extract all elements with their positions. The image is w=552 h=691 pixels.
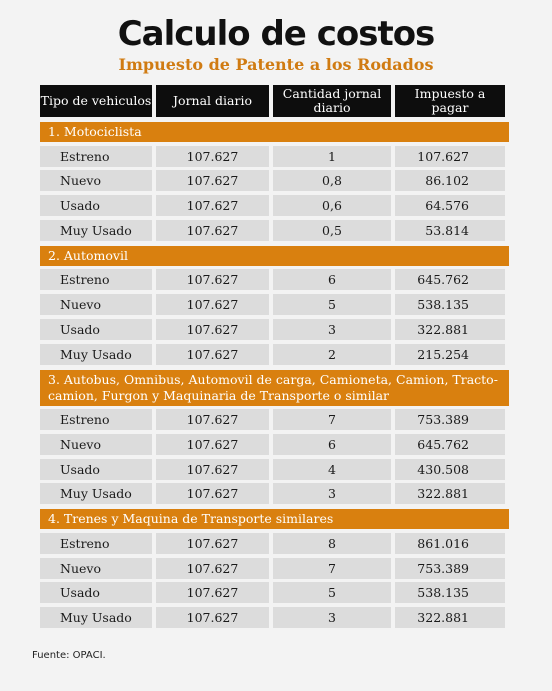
header-impuesto: Impuesto a pagar — [395, 85, 505, 117]
cell-tipo: Usado — [40, 195, 152, 216]
cell-cantidad: 3 — [273, 319, 391, 340]
cell-cantidad: 7 — [273, 558, 391, 579]
table-row — [40, 558, 509, 579]
cell-cantidad: 3 — [273, 483, 391, 504]
cell-cantidad: 6 — [273, 269, 391, 290]
cell-impuesto: 53.814 — [395, 220, 505, 241]
cell-impuesto: 322.881 — [395, 319, 505, 340]
cell-cantidad: 5 — [273, 582, 391, 603]
cell-jornal: 107.627 — [156, 170, 269, 191]
cell-impuesto: 645.762 — [395, 269, 505, 290]
table-row — [40, 483, 509, 504]
cell-tipo: Muy Usado — [40, 483, 152, 504]
section-header-motociclista: 1. Motociclista — [40, 122, 509, 142]
cell-jornal: 107.627 — [156, 319, 269, 340]
section-header-automovil: 2. Automovil — [40, 246, 509, 266]
cell-jornal: 107.627 — [156, 582, 269, 603]
table-header — [40, 85, 509, 117]
cell-cantidad: 0,8 — [273, 170, 391, 191]
section-header-autobus: 3. Autobus, Omnibus, Automovil de carga, Camioneta, Camion, Tracto-camion, Furgon y Maquinaria de Transporte o similar — [40, 370, 509, 406]
cell-jornal: 107.627 — [156, 344, 269, 365]
cell-cantidad: 1 — [273, 146, 391, 167]
cell-impuesto: 753.389 — [395, 558, 505, 579]
cell-jornal: 107.627 — [156, 434, 269, 455]
table-row — [40, 434, 509, 455]
header-jornal: Jornal diario — [156, 85, 269, 117]
cell-jornal: 107.627 — [156, 294, 269, 315]
cell-jornal: 107.627 — [156, 146, 269, 167]
cell-impuesto: 86.102 — [395, 170, 505, 191]
cell-impuesto: 215.254 — [395, 344, 505, 365]
section-rows — [40, 533, 509, 628]
cell-jornal: 107.627 — [156, 220, 269, 241]
cell-cantidad: 4 — [273, 459, 391, 480]
cell-cantidad: 5 — [273, 294, 391, 315]
cell-impuesto: 861.016 — [395, 533, 505, 554]
table-row — [40, 533, 509, 554]
section-header-trenes: 4. Trenes y Maquina de Transporte similares — [40, 509, 509, 529]
table-row — [40, 195, 509, 216]
cell-jornal: 107.627 — [156, 459, 269, 480]
table-row — [40, 294, 509, 315]
cell-impuesto: 753.389 — [395, 409, 505, 430]
cell-tipo: Muy Usado — [40, 607, 152, 628]
cell-cantidad: 0,6 — [273, 195, 391, 216]
cell-tipo: Nuevo — [40, 170, 152, 191]
cell-jornal: 107.627 — [156, 607, 269, 628]
cell-cantidad: 2 — [273, 344, 391, 365]
cell-tipo: Estreno — [40, 269, 152, 290]
cell-tipo: Estreno — [40, 533, 152, 554]
cell-tipo: Nuevo — [40, 434, 152, 455]
cell-tipo: Estreno — [40, 409, 152, 430]
table-row — [40, 582, 509, 603]
cell-jornal: 107.627 — [156, 269, 269, 290]
cell-cantidad: 8 — [273, 533, 391, 554]
section-rows — [40, 146, 509, 241]
table-row — [40, 220, 509, 241]
table-row — [40, 319, 509, 340]
table-row — [40, 409, 509, 430]
cell-tipo: Nuevo — [40, 294, 152, 315]
cell-impuesto: 538.135 — [395, 294, 505, 315]
cell-cantidad: 3 — [273, 607, 391, 628]
cell-impuesto: 64.576 — [395, 195, 505, 216]
cell-cantidad: 7 — [273, 409, 391, 430]
page-subtitle: Impuesto de Patente a los Rodados — [118, 55, 434, 74]
cell-jornal: 107.627 — [156, 533, 269, 554]
cell-tipo: Usado — [40, 319, 152, 340]
source-footer: Fuente: OPACI. — [32, 650, 106, 661]
cost-table — [40, 85, 509, 628]
cell-jornal: 107.627 — [156, 483, 269, 504]
cell-impuesto: 322.881 — [395, 483, 505, 504]
cell-jornal: 107.627 — [156, 195, 269, 216]
cell-jornal: 107.627 — [156, 558, 269, 579]
section-rows — [40, 409, 509, 504]
cell-impuesto: 538.135 — [395, 582, 505, 603]
cell-jornal: 107.627 — [156, 409, 269, 430]
cell-cantidad: 6 — [273, 434, 391, 455]
cell-impuesto: 645.762 — [395, 434, 505, 455]
cell-tipo: Usado — [40, 582, 152, 603]
cell-tipo: Estreno — [40, 146, 152, 167]
cell-tipo: Usado — [40, 459, 152, 480]
table-row — [40, 269, 509, 290]
cell-impuesto: 322.881 — [395, 607, 505, 628]
table-row — [40, 344, 509, 365]
cell-tipo: Muy Usado — [40, 220, 152, 241]
table-row — [40, 459, 509, 480]
table-row — [40, 146, 509, 167]
header-cantidad: Cantidad jornal diario — [273, 85, 391, 117]
table-row — [40, 170, 509, 191]
cell-tipo: Nuevo — [40, 558, 152, 579]
cell-impuesto: 107.627 — [395, 146, 505, 167]
cell-cantidad: 0,5 — [273, 220, 391, 241]
table-row — [40, 607, 509, 628]
cell-tipo: Muy Usado — [40, 344, 152, 365]
cell-impuesto: 430.508 — [395, 459, 505, 480]
page-title: Calculo de costos — [117, 14, 435, 54]
section-rows — [40, 269, 509, 364]
header-tipo: Tipo de vehiculos — [40, 85, 152, 117]
